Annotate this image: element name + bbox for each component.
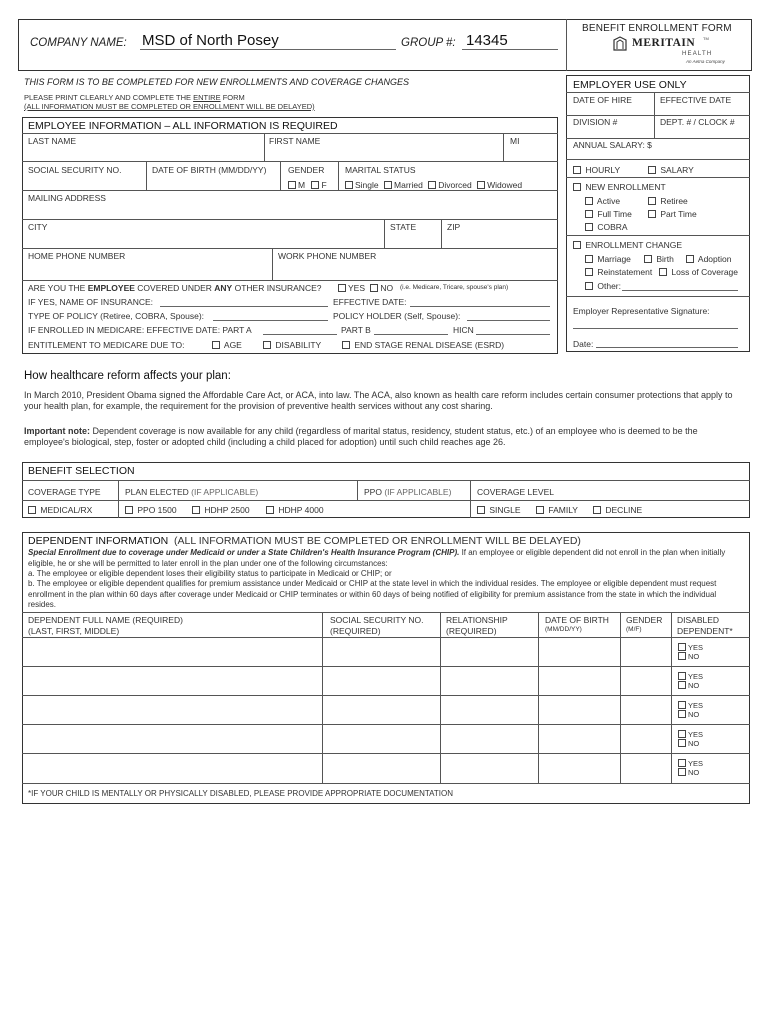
dependent-dob-header-sub: (MM/DD/YY) [545,626,582,633]
employer-date-label: Date: [573,339,594,349]
entitlement-disability[interactable]: DISABILITY [263,341,321,350]
home-phone-label: HOME PHONE NUMBER [28,251,126,261]
mailing-label: MAILING ADDRESS [28,193,106,203]
important-note: Important note: Dependent coverage is now available for any child (regardless of marital status, residency, student status, etc.) of an employee who is deemed to be the employee's biological, step, foster or adopted child (including a child placed for adoption) until such child reaches age 26. [24,426,698,447]
col-line [503,133,504,161]
other-insurance-note: (i.e. Medicare, Tricare, spouse's plan) [400,284,509,291]
row-line [22,500,750,501]
new-enrollment-option[interactable]: NEW ENROLLMENT [573,183,666,192]
row-line [22,248,558,249]
enrollment-change-option[interactable]: ENROLLMENT CHANGE [573,241,682,250]
plan-elected-header: PLAN ELECTED (IF APPLICABLE) [125,487,259,497]
hicn-line[interactable] [476,334,550,335]
dependent-disabled-options[interactable]: YES NO [678,672,703,690]
dependent-info-title: DEPENDENT INFORMATION (ALL INFORMATION MUST BE COMPLETED OR ENROLLMENT WILL BE DELAYED) [28,535,581,547]
signature-label: Employer Representative Signature: [573,306,710,316]
row-line [22,612,750,613]
part-b-line[interactable] [374,334,448,335]
dependent-disabled-header-sub: DEPENDENT* [677,626,733,636]
dependent-disabled-options[interactable]: YES NO [678,643,703,661]
row-line [22,190,558,191]
other-option[interactable]: Other: [585,282,621,291]
row-line [22,724,750,725]
employer-effective-date-label: EFFECTIVE DATE [660,95,732,105]
row-line [566,115,750,116]
row-line [22,133,558,134]
zip-label: ZIP [447,222,461,232]
signature-line[interactable] [573,328,738,329]
row-line [22,161,558,162]
other-insurance-options[interactable]: YES NO [338,284,393,293]
coverage-type-header: COVERAGE TYPE [28,487,101,497]
company-label: COMPANY NAME: [30,37,127,49]
city-label: CITY [28,222,48,232]
special-enrollment-item-a: a. The employee or eligible dependent loses their eligibility status to participate in Medicaid or CHIP; or [28,569,392,578]
policy-type-label: TYPE OF POLICY (Retiree, COBRA, Spouse): [28,311,205,321]
insurance-name-line[interactable] [160,306,328,307]
company-value[interactable]: MSD of North Posey [142,32,279,49]
retiree-option[interactable]: Retiree [648,197,688,206]
hourly-option[interactable]: HOURLY [573,166,620,175]
row-line [566,177,750,178]
entitlement-label: ENTITLEMENT TO MEDICARE DUE TO: [28,340,185,350]
marriage-option[interactable]: Marriage [585,255,631,264]
last-name-label: LAST NAME [28,136,77,146]
entitlement-esrd[interactable]: END STAGE RENAL DISEASE (ESRD) [342,341,504,350]
salary-label: ANNUAL SALARY: $ [573,140,652,150]
healthcare-title: How healthcare reform affects your plan: [24,370,231,382]
form-title: BENEFIT ENROLLMENT FORM [582,23,732,34]
dependent-disabled-header: DISABLED [677,615,720,625]
col-line [118,480,119,518]
col-line [280,161,281,190]
division-label: DIVISION # [573,117,618,127]
benefit-selection-title: BENEFIT SELECTION [28,465,135,477]
group-value[interactable]: 14345 [466,32,508,49]
ppo-1500-option[interactable]: PPO 1500 [125,506,177,515]
col-line [441,219,442,248]
hdhp-2500-option[interactable]: HDHP 2500 [192,506,250,515]
col-line [272,248,273,280]
col-line [357,480,358,500]
row-line [566,235,750,236]
insurance-name-label: IF YES, NAME OF INSURANCE: [28,297,154,307]
other-insurance-question: ARE YOU THE EMPLOYEE COVERED UNDER ANY OTHER INSURANCE? [28,283,322,293]
ssn-label: SOCIAL SECURITY NO. [28,165,122,175]
dependent-disabled-options[interactable]: YES NO [678,701,703,719]
marital-label: MARITAL STATUS [345,165,416,175]
row-line [22,666,750,667]
part-time-option[interactable]: Part Time [648,210,697,219]
gender-label: GENDER [288,165,325,175]
dependent-relationship-header: RELATIONSHIP [446,615,508,625]
logo-sub: HEALTH [682,51,713,57]
marital-options[interactable]: Single Married Divorced Widowed [345,181,522,190]
group-underline [462,49,558,50]
date-of-hire-label: DATE OF HIRE [573,95,632,105]
part-a-line[interactable] [263,334,337,335]
intro-line2: PLEASE PRINT CLEARLY AND COMPLETE THE ENTIRE FORM [24,93,245,102]
dependent-ssn-header-sub: (REQUIRED) [330,626,381,636]
birth-option[interactable]: Birth [644,255,674,264]
state-label: STATE [390,222,417,232]
decline-option[interactable]: DECLINE [593,506,642,515]
logo-tagline: An Aetna Company [686,59,725,64]
dependent-ssn-header: SOCIAL SECURITY NO. [330,615,424,625]
col-line [146,161,147,190]
dependent-disabled-options[interactable]: YES NO [678,759,703,777]
row-line [566,159,750,160]
row-line [22,219,558,220]
dependent-name-header-sub: (LAST, FIRST, MIDDLE) [28,626,120,636]
ppo-header: PPO (IF APPLICABLE) [364,487,452,497]
disabled-footnote: *IF YOUR CHILD IS MENTALLY OR PHYSICALLY DISABLED, PLEASE PROVIDE APPROPRIATE DOCUMENTATION [28,789,453,798]
col-line [384,219,385,248]
employer-date-line[interactable] [596,347,738,348]
full-time-option[interactable]: Full Time [585,210,632,219]
loss-of-coverage-option[interactable]: Loss of Coverage [659,268,738,277]
coverage-level-header: COVERAGE LEVEL [477,487,555,497]
mi-label: MI [510,136,520,146]
dept-label: DEPT. # / CLOCK # [660,117,735,127]
header-divider [566,19,567,71]
row-line [22,753,750,754]
company-underline [140,49,396,50]
col-line [338,161,339,190]
hdhp-4000-option[interactable]: HDHP 4000 [266,506,324,515]
row-line [566,138,750,139]
entitlement-age[interactable]: AGE [212,341,242,350]
gender-options[interactable]: M F [288,181,327,190]
special-enrollment-item-b: b. The employee or eligible dependent qualifies for premium assistance under Medicaid or CHIP at the state level in which the individual resides. The employee or eligible dependent must request enrollment in the plan within 60 days after coverage under Medicaid or CHIP terminates or within 60 days of being notified of eligibility for premium assistance from the state in which the individual resides. [28,579,717,609]
row-line [22,695,750,696]
first-name-label: FIRST NAME [269,136,321,146]
single-option[interactable]: SINGLE [477,506,521,515]
cobra-option[interactable]: COBRA [585,223,628,232]
meritain-logo-icon [612,36,628,52]
row-line [566,296,750,297]
dependent-disabled-options[interactable]: YES NO [678,730,703,748]
intro-line3: (ALL INFORMATION MUST BE COMPLETED OR ENROLLMENT WILL BE DELAYED) [24,102,315,111]
row-line [22,783,750,784]
group-label: GROUP #: [401,37,456,49]
row-line [22,480,750,481]
adoption-option[interactable]: Adoption [686,255,731,264]
dependent-gender-header: GENDER [626,615,663,625]
effective-date-label: EFFECTIVE DATE: [333,297,407,307]
medical-rx-option[interactable]: MEDICAL/RX [28,506,92,515]
work-phone-label: WORK PHONE NUMBER [278,251,377,261]
special-enrollment-text: Special Enrollment due to coverage under Medicaid or under a State Children's Health Insurance Program (CHIP). If an employee or eligible dependent did not enroll in the plan when initially eligible, he or she will be permitted to later enroll in the plan under one of the following circumstances: [28,548,726,568]
row-line [22,637,750,638]
row-line [22,280,558,281]
reinstatement-option[interactable]: Reinstatement [585,268,652,277]
logo-tm: TM [703,36,709,41]
active-option[interactable]: Active [585,197,620,206]
effective-date-line[interactable] [410,306,550,307]
policy-holder-label: POLICY HOLDER (Self, Spouse): [333,311,461,321]
healthcare-paragraph: In March 2010, President Obama signed the Affordable Care Act, or ACA, into law. The ACA, also known as health care reform includes certain consumer protections that apply to your health plan, for example, the requirement for the provision of preventive health services without any cost sharing. [24,390,733,411]
logo-name: MERITAIN [632,37,696,49]
intro-line1: THIS FORM IS TO BE COMPLETED FOR NEW ENROLLMENTS AND COVERAGE CHANGES [24,77,410,87]
medicare-part-b-label: PART B [341,325,371,335]
dependent-gender-header-sub: (M/F) [626,626,642,633]
policy-type-line[interactable] [213,320,328,321]
hicn-label: HICN [453,325,474,335]
other-line[interactable] [622,290,738,291]
dependent-relationship-header-sub: (REQUIRED) [446,626,497,636]
employer-use-title: EMPLOYER USE ONLY [573,79,687,91]
employee-info-title: EMPLOYEE INFORMATION – ALL INFORMATION IS REQUIRED [28,120,338,132]
policy-holder-line[interactable] [467,320,550,321]
dependent-name-header: DEPENDENT FULL NAME (REQUIRED) [28,615,183,625]
col-line [264,133,265,161]
dob-label: DATE OF BIRTH (MM/DD/YY) [152,165,267,175]
col-line [470,480,471,518]
medicare-part-a-label: IF ENROLLED IN MEDICARE: EFFECTIVE DATE: PART A [28,325,252,335]
family-option[interactable]: FAMILY [536,506,578,515]
dependent-dob-header: DATE OF BIRTH [545,615,609,625]
row-line [566,92,750,93]
salary-option[interactable]: SALARY [648,166,694,175]
